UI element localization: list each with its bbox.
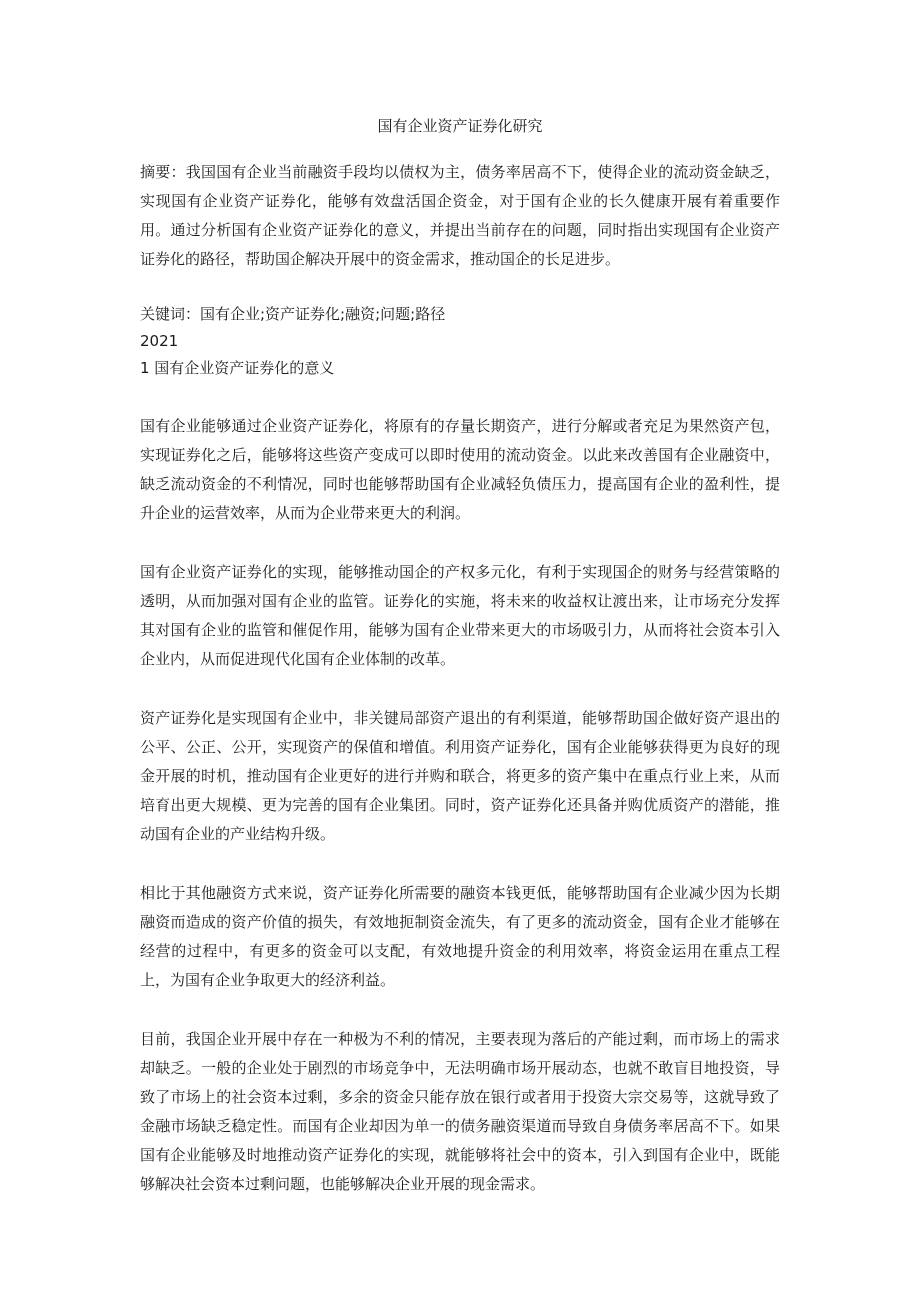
section-heading: 1 国有企业资产证券化的意义: [140, 359, 335, 377]
keywords: 关键词：国有企业;资产证券化;融资;问题;路径: [140, 305, 446, 323]
abstract: 摘要：我国国有企业当前融资手段均以债权为主，债务率居高不下，使得企业的流动资金缺乏，实现国有企业资产证券化，能够有效盘活国企资金，对于国有企业的长久健康开展有着重要作用。通过分析国有企业资产证券化的意义，并提出当前存在的问题，同时指出实现国有企业资产证券化的路径，帮助国企解决开展中的资金需求，推动国企的长足进步。: [140, 163, 780, 268]
paragraph-5: 目前，我国企业开展中存在一种极为不利的情况，主要表现为落后的产能过剩，而市场上的需求却缺乏。一般的企业处于剧烈的市场竞争中，无法明确市场开展动态，也就不敢盲目地投资，导致了市场上的社会资本过剩，多余的资金只能存放在银行或者用于投资大宗交易等，这就导致了金融市场缺乏稳定性。而国有企业却因为单一的债务融资渠道而导致自身债务率居高不下。如果国有企业能够及时地推动资产证券化的实现，就能够将社会中的资本，引入到国有企业中，既能够解决社会资本过剩问题，也能够解决企业开展的现金需求。: [140, 1030, 780, 1193]
year: 2021: [140, 332, 179, 350]
document-body: [140, 112, 780, 1199]
paragraph-4: 相比于其他融资方式来说，资产证券化所需要的融资本钱更低，能够帮助国有企业减少因为长期融资而造成的资产价值的损失，有效地扼制资金流失，有了更多的流动资金，国有企业才能够在经营的过程中，有更多的资金可以支配，有效地提升资金的利用效率，将资金运用在重点工程上，为国有企业争取更大的经济利益。: [140, 884, 780, 989]
paragraph-2: 国有企业资产证券化的实现，能够推动国企的产权多元化，有利于实现国企的财务与经营策略的透明，从而加强对国有企业的监管。证券化的实施，将未来的收益权让渡出来，让市场充分发挥其对国有企业的监管和催促作用，能够为国有企业带来更大的市场吸引力，从而将社会资本引入企业内，从而促进现代化国有企业体制的改革。: [140, 563, 780, 668]
paragraph-3: 资产证券化是实现国有企业中，非关键局部资产退出的有利渠道，能够帮助国企做好资产退出的公平、公正、公开，实现资产的保值和增值。利用资产证券化，国有企业能够获得更为良好的现金开展的时机，推动国有企业更好的进行并购和联合，将更多的资产集中在重点行业上来，从而培育出更大规模、更为完善的国有企业集团。同时，资产证券化还具备并购优质资产的潜能，推动国有企业的产业结构升级。: [140, 709, 780, 843]
document-title: 国有企业资产证券化研究: [377, 117, 543, 135]
paragraph-1: 国有企业能够通过企业资产证券化，将原有的存量长期资产，进行分解或者充足为果然资产包，实现证券化之后，能够将这些资产变成可以即时使用的流动资金。以此来改善国有企业融资中，缺乏流动资金的不利情况，同时也能够帮助国有企业减轻负债压力，提高国有企业的盈利性，提升企业的运营效率，从而为企业带来更大的利润。: [140, 417, 780, 522]
